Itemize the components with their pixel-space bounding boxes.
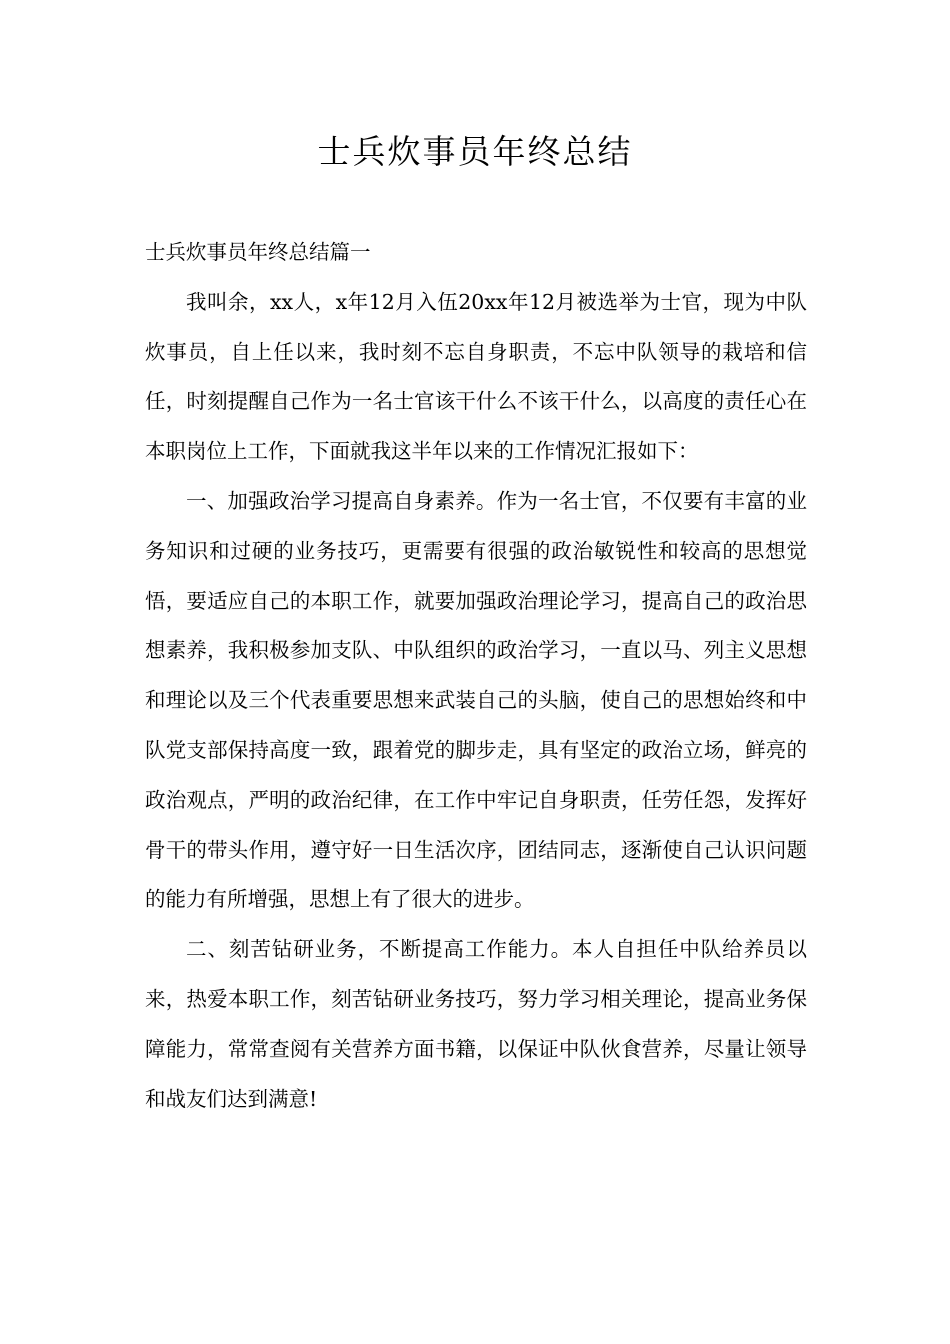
document-title: 士兵炊事员年终总结 (317, 132, 633, 171)
document-body (145, 228, 807, 1124)
paragraph-intro: 我叫余，xx人，x年12月入伍20xx年12月被选举为士官，现为中队炊事员，自上任以来，我时刻不忘自身职责，不忘中队领导的栽培和信任，时刻提醒自己作为一名士官该干什么不该干什么，以高度的责任心在本职岗位上工作，下面就我这半年以来的工作情况汇报如下： (145, 289, 807, 464)
section-heading: 士兵炊事员年终总结篇一 (145, 240, 371, 264)
paragraph-political-study: 一、加强政治学习提高自身素养。作为一名士官，不仅要有丰富的业务知识和过硬的业务技巧，更需要有很强的政治敏锐性和较高的思想觉悟，要适应自己的本职工作，就要加强政治理论学习，提高自己的政治思想素养，我积极参加支队、中队组织的政治学习，一直以马、列主义思想和理论以及三个代表重要思想来武装自己的头脑，使自己的思想始终和中队党支部保持高度一致，跟着党的脚步走，具有坚定的政治立场，鲜亮的政治观点，严明的政治纪律，在工作中牢记自身职责，任劳任怨，发挥好骨干的带头作用，遵守好一日生活次序，团结同志，逐渐使自己认识问题的能力有所增强，思想上有了很大的进步。 (145, 488, 807, 912)
paragraph-work-ability: 二、刻苦钻研业务，不断提高工作能力。本人自担任中队给养员以来，热爱本职工作，刻苦钻研业务技巧，努力学习相关理论，提高业务保障能力，常常查阅有关营养方面书籍，以保证中队伙食营养，尽量让领导和战友们达到满意! (145, 937, 807, 1111)
